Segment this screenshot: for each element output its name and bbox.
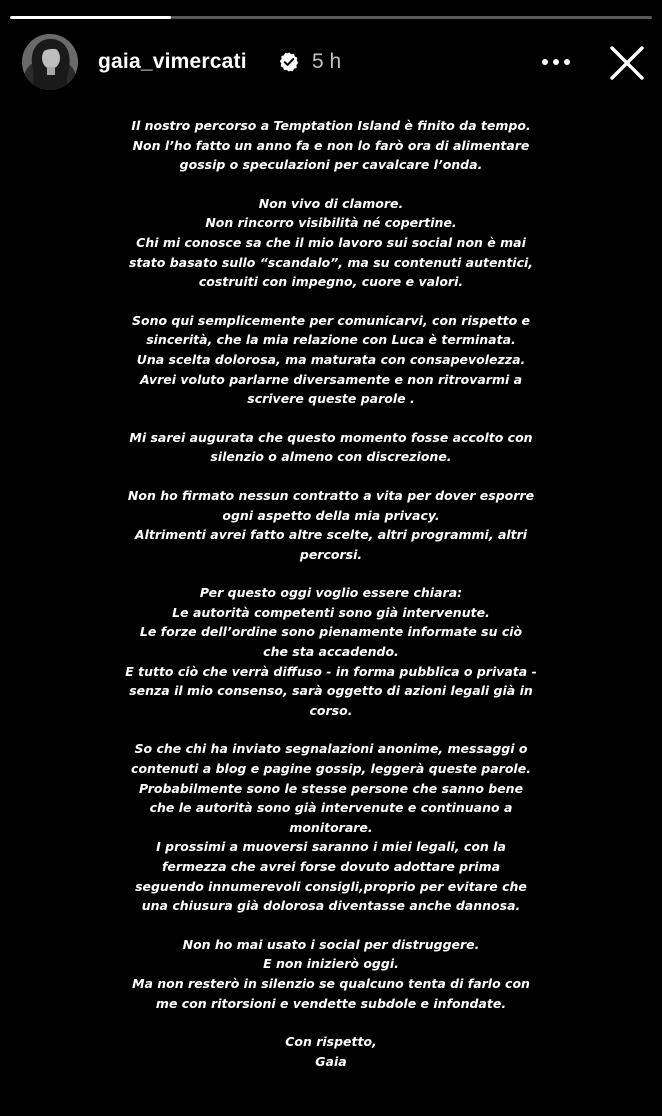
story-text-line: Non ho firmato nessun contratto a vita per dover esporre (127, 487, 535, 503)
story-text-line: monitorare. (289, 819, 373, 835)
story-text-line: percorsi. (299, 546, 363, 562)
story-text-line: Sono qui semplicemente per comunicarvi, con rispetto e (132, 312, 530, 328)
story-text-line: me con ritorsioni e vendette subdole e infondate. (155, 995, 507, 1011)
story-text-line: Chi mi conosce sa che il mio lavoro sui social non è mai (136, 234, 526, 250)
more-horizontal-icon (541, 58, 571, 66)
story-text-line: una chiusura già dolorosa diventasse anche dannosa. (141, 898, 521, 914)
story-paragraph (80, 116, 582, 175)
story-timestamp: 5 h (312, 50, 342, 73)
verified-badge-icon (278, 51, 300, 73)
story-text-content (80, 116, 582, 1090)
story-text-line: costruiti con impegno, cuore e valori. (198, 274, 464, 290)
story-text-line: scrivere queste parole . (247, 391, 415, 407)
story-text-line: Gaia (315, 1053, 347, 1069)
story-text-line: Non ho mai usato i social per distruggere. (182, 936, 480, 952)
story-text-line: Le autorità competenti sono già intervenute. (172, 604, 490, 620)
story-text-line: stato basato sullo “scandalo”, ma su contenuti autentici, (128, 254, 534, 270)
story-text-line: senza il mio consenso, sarà oggetto di azioni legali già in (129, 683, 533, 699)
story-paragraph (80, 311, 582, 409)
story-paragraph (80, 739, 582, 915)
story-text-line: Non rincorro visibilità né copertine. (205, 215, 457, 231)
story-text-line: Probabilmente sono le stesse persone che sanno bene (138, 780, 524, 796)
story-paragraph (80, 486, 582, 564)
story-text-line: sincerità, che la mia relazione con Luca è terminata. (146, 332, 516, 348)
story-paragraph (80, 1032, 582, 1071)
story-paragraph (80, 194, 582, 292)
story-text-line: Le forze dell’ordine sono pienamente informate su ciò (139, 624, 523, 640)
story-text-line: So che chi ha inviato segnalazioni anonime, messaggi o (134, 741, 528, 757)
story-progress-bar (10, 16, 652, 19)
story-progress-fill (10, 16, 171, 19)
story-text-line: Non l’ho fatto un anno fa e non lo farò ora di alimentare (132, 137, 530, 153)
story-text-line: seguendo innumerevoli consigli,proprio per evitare che (135, 878, 527, 894)
story-text-line: E non inizierò oggi. (263, 956, 399, 972)
story-text-line: Per questo oggi voglio essere chiara: (199, 585, 463, 601)
story-text-line: silenzio o almeno con discrezione. (210, 449, 452, 465)
story-text-line: contenuti a blog e pagine gossip, leggerà queste parole. (131, 761, 531, 777)
story-text-line: Altrimenti avrei fatto altre scelte, altri programmi, altri (134, 527, 528, 543)
story-text-line: gossip o speculazioni per cavalcare l’onda. (179, 157, 483, 173)
story-paragraph (80, 583, 582, 720)
close-icon (609, 45, 645, 81)
avatar[interactable] (22, 34, 78, 90)
story-paragraph (80, 935, 582, 1013)
story-text-line: corso. (309, 702, 353, 718)
story-text-line: Non vivo di clamore. (258, 195, 404, 211)
story-text-line: Mi sarei augurata che questo momento fosse accolto con (129, 429, 533, 445)
story-text-line: I prossimi a muoversi saranno i miei legali, con la (156, 839, 506, 855)
close-button[interactable] (604, 40, 650, 86)
story-text-line: Avrei voluto parlarne diversamente e non ritrovarmi a (139, 371, 523, 387)
story-paragraph (80, 428, 582, 467)
story-text-line: E tutto ciò che verrà diffuso - in forma pubblica o privata - (125, 663, 537, 679)
story-text-line: Ma non resterò in silenzio se qualcuno tenta di farlo con (132, 975, 530, 991)
story-text-line: Il nostro percorso a Temptation Island è finito da tempo. (131, 118, 531, 133)
avatar-image (22, 34, 78, 90)
story-text-line: ogni aspetto della mia privacy. (222, 507, 440, 523)
story-text-line: che le autorità sono già intervenute e continuano a (149, 800, 513, 816)
more-options-button[interactable] (534, 44, 578, 80)
story-text-line: che sta accadendo. (263, 644, 399, 660)
story-text-line: fermezza che avrei forse dovuto adottare prima (161, 859, 501, 874)
username[interactable]: gaia_vimercati (98, 50, 247, 73)
story-text-line: Con rispetto, (285, 1034, 377, 1050)
story-text-line: Una scelta dolorosa, ma maturata con consapevolezza. (136, 351, 526, 367)
story-header (0, 30, 662, 94)
